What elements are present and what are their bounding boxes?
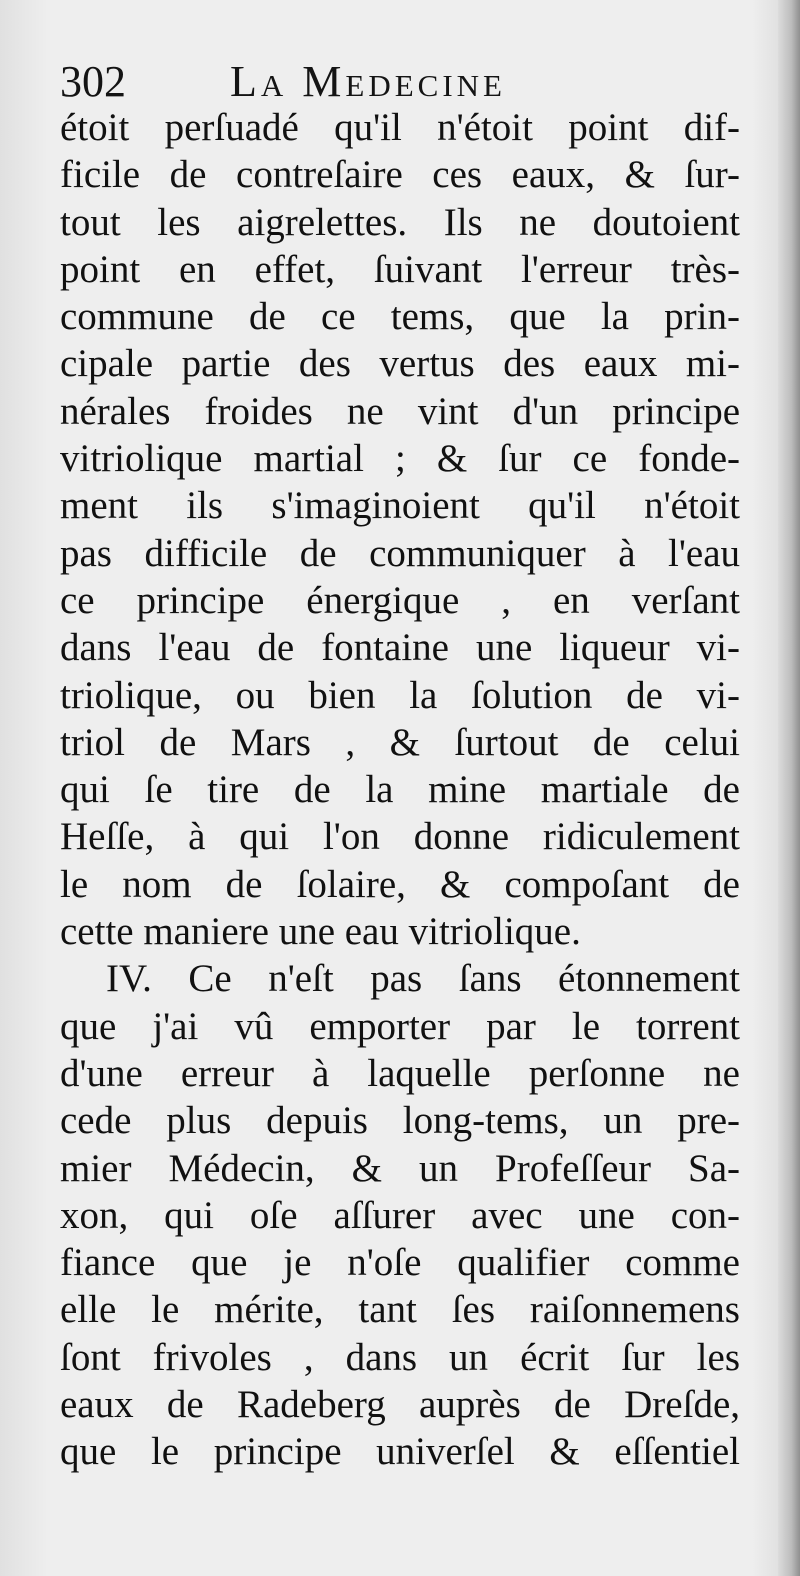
text-line: fiance que je n'oſe qualifier comme: [60, 1241, 740, 1285]
text-line: pas difficile de communiquer à l'eau: [60, 531, 740, 575]
page-edge-shadow: [778, 0, 800, 1576]
text-line: ficile de contreſaire ces eaux, & ſur-: [60, 153, 740, 197]
body-text: [60, 104, 740, 1476]
text-line: Heſſe, à qui l'on donne ridiculement: [60, 815, 740, 859]
text-line: triol de Mars , & ſurtout de celui: [60, 720, 740, 764]
text-line: ment ils s'imaginoient qu'il n'étoit: [60, 484, 740, 528]
text-line: tout les aigrelettes. Ils ne doutoient: [60, 200, 740, 244]
text-line: étoit perſuadé qu'il n'étoit point dif-: [60, 106, 740, 149]
page-header: [60, 52, 740, 112]
text-line: cipale partie des vertus des eaux mi-: [60, 342, 740, 386]
text-line: mier Médecin, & un Profeſſeur Sa-: [60, 1146, 740, 1190]
paragraph-last-line: cette maniere une eau vitriolique.: [60, 910, 581, 954]
text-line: commune de ce tems, que la prin-: [60, 295, 740, 339]
text-line: cede plus depuis long-tems, un pre-: [60, 1099, 740, 1143]
text-line: nérales froides ne vint d'un principe: [60, 389, 740, 433]
text-line: elle le mérite, tant ſes raiſonnemens: [60, 1288, 740, 1332]
text-line: eaux de Radeberg auprès de Dreſde,: [60, 1383, 740, 1427]
text-line: point en effet, ſuivant l'erreur très-: [60, 247, 740, 291]
text-line: le nom de ſolaire, & compoſant de: [60, 862, 740, 906]
text-line: dans l'eau de fontaine une liqueur vi-: [60, 626, 740, 670]
running-title: La Medecine: [230, 57, 506, 106]
text-line: vitriolique martial ; & ſur ce fonde-: [60, 437, 740, 481]
text-line: xon, qui oſe aſſurer avec une con-: [60, 1193, 740, 1237]
text-line: que le principe univerſel & eſſentiel: [60, 1430, 740, 1474]
text-line: triolique, ou bien la ſolution de vi-: [60, 673, 740, 717]
text-line: qui ſe tire de la mine martiale de: [60, 768, 740, 812]
text-line: ſont frivoles , dans un écrit ſur les: [60, 1335, 740, 1379]
text-line: que j'ai vû emporter par le torrent: [60, 1004, 740, 1048]
text-line: ce principe énergique , en verſant: [60, 578, 740, 622]
page-number: 302: [60, 57, 126, 106]
paragraph-first-line: IV. Ce n'eſt pas ſans étonnement: [106, 957, 740, 1001]
text-line: d'une erreur à laquelle perſonne ne: [60, 1051, 740, 1095]
